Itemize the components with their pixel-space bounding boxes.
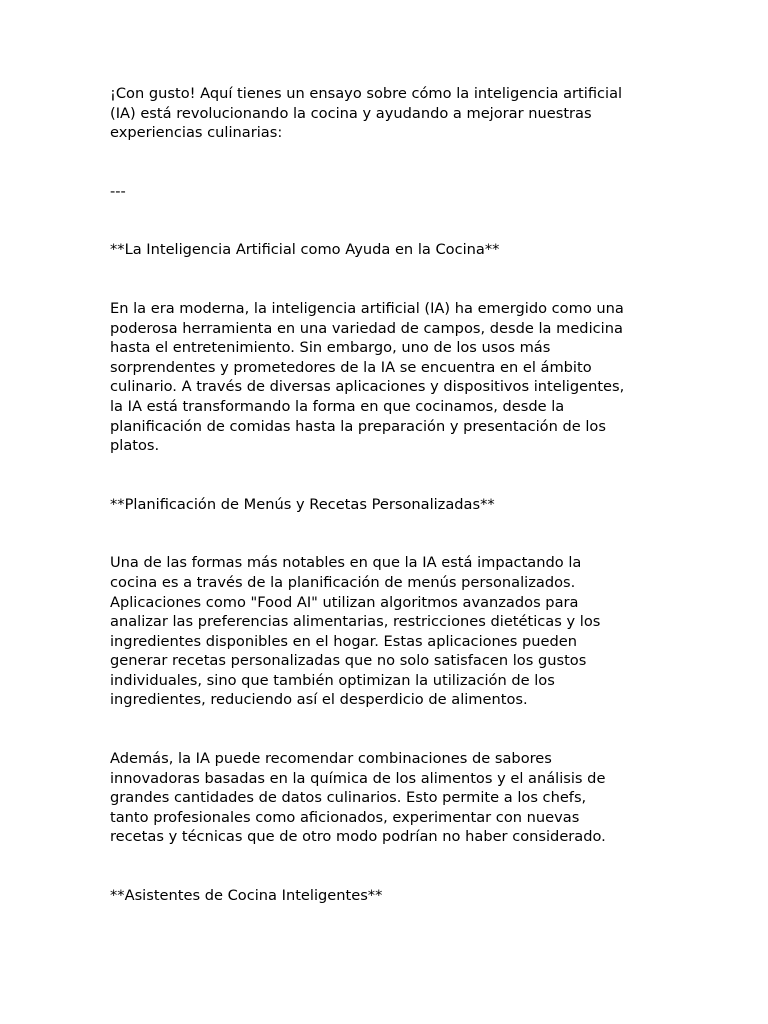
body-paragraph-1: En la era moderna, la inteligencia artificial (IA) ha emergido como una poderosa herramienta en una variedad de campos, desde la medicina hasta el entretenimiento. Sin embargo, uno de los usos más sorprendentes y prometedores de la IA se encuentra en el ámbito culinario. A través de diversas aplicaciones y dispositivos inteligentes, la IA está transformando la forma en que cocinamos, desde la planificación de comidas hasta la preparación y presentación de los platos. bbox=[110, 299, 625, 455]
intro-paragraph: ¡Con gusto! Aquí tienes un ensayo sobre cómo la inteligencia artificial (IA) está revolucionando la cocina y ayudando a mejorar nuestras experiencias culinarias: bbox=[110, 85, 623, 142]
spacer bbox=[110, 847, 670, 886]
separator-text: --- bbox=[110, 182, 126, 200]
spacer bbox=[110, 710, 670, 749]
spacer bbox=[110, 514, 670, 553]
section-heading-menus: **Planificación de Menús y Recetas Personalizadas** bbox=[110, 495, 495, 513]
body-paragraph-3: Además, la IA puede recomendar combinaciones de sabores innovadoras basadas en la química de los alimentos y el análisis de grandes cantidades de datos culinarios. Esto permite a los chefs, tanto profesionales como aficionados, experimentar con nuevas recetas y técnicas que de otro modo podrían no haber considerado. bbox=[110, 750, 606, 846]
spacer bbox=[110, 456, 670, 495]
spacer bbox=[110, 143, 670, 182]
spacer bbox=[110, 260, 670, 299]
document-page bbox=[110, 84, 670, 906]
body-paragraph-2: Una de las formas más notables en que la IA está impactando la cocina es a través de la planificación de menús personalizados. Aplicaciones como "Food AI" utilizan algoritmos avanzados para analizar las preferencias alimentarias, restricciones dietéticas y los ingredientes disponibles en el hogar. Estas aplicaciones pueden generar recetas personalizadas que no solo satisfacen los gustos individuales, sino que también optimizan la utilización de los ingredientes, reduciendo así el desperdicio de alimentos. bbox=[110, 554, 601, 709]
spacer bbox=[110, 201, 670, 240]
section-heading-assistants: **Asistentes de Cocina Inteligentes** bbox=[110, 887, 383, 905]
essay-title: **La Inteligencia Artificial como Ayuda en la Cocina** bbox=[110, 241, 500, 259]
